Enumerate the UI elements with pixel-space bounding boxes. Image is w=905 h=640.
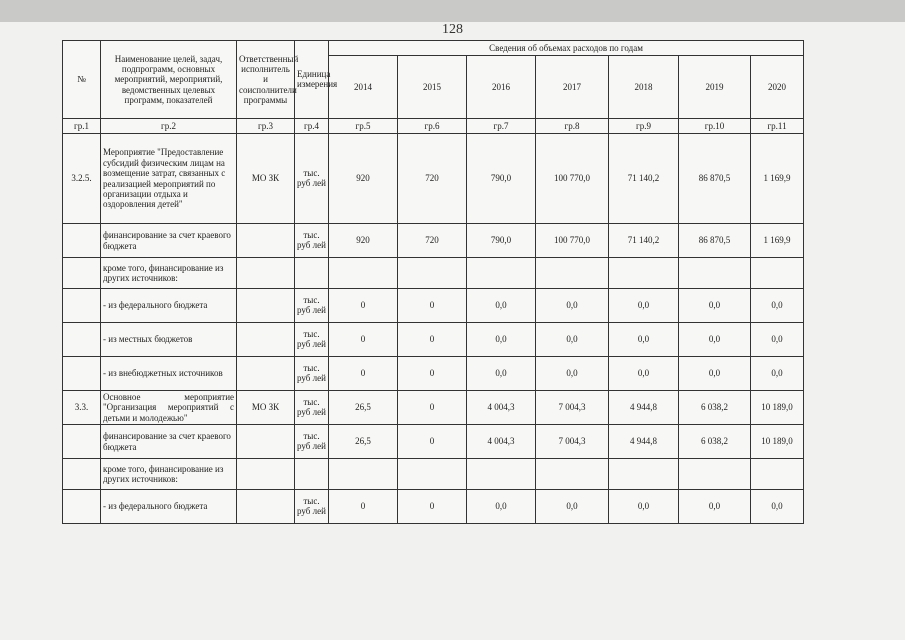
row-responsible	[237, 258, 295, 289]
row-value: 0,0	[609, 323, 679, 357]
row-num	[63, 258, 101, 289]
row-value: 86 870,5	[679, 134, 751, 224]
header-year: 2016	[467, 56, 536, 119]
row-value: 100 770,0	[536, 224, 609, 258]
row-value: 0,0	[536, 289, 609, 323]
header-num: №	[63, 41, 101, 119]
row-value	[329, 459, 398, 490]
row-value: 71 140,2	[609, 134, 679, 224]
row-value: 26,5	[329, 425, 398, 459]
row-responsible	[237, 357, 295, 391]
row-responsible	[237, 459, 295, 490]
row-value	[536, 258, 609, 289]
row-num	[63, 425, 101, 459]
row-value: 0	[398, 289, 467, 323]
row-value: 720	[398, 134, 467, 224]
column-label: гр.6	[398, 119, 467, 134]
row-unit: тыс. руб лей	[295, 425, 329, 459]
row-num: 3.3.	[63, 391, 101, 425]
row-value: 0,0	[467, 289, 536, 323]
column-label: гр.1	[63, 119, 101, 134]
row-unit: тыс. руб лей	[295, 357, 329, 391]
row-value	[467, 459, 536, 490]
table-row	[63, 289, 804, 323]
row-value: 100 770,0	[536, 134, 609, 224]
row-value: 0	[329, 289, 398, 323]
row-name: Основное мероприятие "Организация мероприятий с детьми и молодежью"	[101, 391, 237, 425]
row-unit: тыс. руб лей	[295, 490, 329, 524]
table-row	[63, 490, 804, 524]
row-name: - из федерального бюджета	[101, 289, 237, 323]
row-value: 0,0	[751, 357, 804, 391]
row-value: 0,0	[467, 357, 536, 391]
row-value: 0,0	[609, 289, 679, 323]
row-value: 4 944,8	[609, 391, 679, 425]
row-value: 0,0	[679, 357, 751, 391]
row-unit: тыс. руб лей	[295, 323, 329, 357]
scan-top-margin	[0, 0, 905, 22]
row-value: 0,0	[536, 357, 609, 391]
row-value: 790,0	[467, 134, 536, 224]
row-name: - из федерального бюджета	[101, 490, 237, 524]
header-responsible: Ответственный исполнитель и соисполнители программы	[237, 41, 295, 119]
row-value: 720	[398, 224, 467, 258]
row-value: 4 004,3	[467, 391, 536, 425]
row-responsible	[237, 323, 295, 357]
column-label: гр.4	[295, 119, 329, 134]
row-value: 0,0	[751, 490, 804, 524]
row-responsible	[237, 289, 295, 323]
row-name: - из внебюджетных источников	[101, 357, 237, 391]
table-row	[63, 134, 804, 224]
row-unit	[295, 258, 329, 289]
row-value: 0,0	[609, 490, 679, 524]
row-unit: тыс. руб лей	[295, 391, 329, 425]
row-name: Мероприятие "Предоставление субсидий физическим лицам на возмещение затрат, связанных с реализацией мероприятий по организации отдыха и оздоровления детей"	[101, 134, 237, 224]
column-label: гр.5	[329, 119, 398, 134]
row-value: 0,0	[679, 323, 751, 357]
row-name: кроме того, финансирование из других источников:	[101, 459, 237, 490]
row-value: 0	[329, 323, 398, 357]
row-value: 0,0	[467, 490, 536, 524]
row-name: финансирование за счет краевого бюджета	[101, 425, 237, 459]
row-value: 920	[329, 224, 398, 258]
row-value: 1 169,9	[751, 134, 804, 224]
row-responsible	[237, 224, 295, 258]
row-responsible: МО ЗК	[237, 391, 295, 425]
row-value: 0	[329, 357, 398, 391]
row-name: финансирование за счет краевого бюджета	[101, 224, 237, 258]
table-row	[63, 459, 804, 490]
column-label: гр.2	[101, 119, 237, 134]
row-num: 3.2.5.	[63, 134, 101, 224]
row-value: 0,0	[609, 357, 679, 391]
row-value: 26,5	[329, 391, 398, 425]
table-row	[63, 425, 804, 459]
row-value: 6 038,2	[679, 425, 751, 459]
row-value: 1 169,9	[751, 224, 804, 258]
row-value: 0	[398, 425, 467, 459]
row-value	[467, 258, 536, 289]
row-value	[751, 459, 804, 490]
header-name: Наименование целей, задач, подпрограмм, основных мероприятий, мероприятий, ведомственных целевых программ, показателей	[101, 41, 237, 119]
row-value: 7 004,3	[536, 391, 609, 425]
row-value: 10 189,0	[751, 425, 804, 459]
row-num	[63, 323, 101, 357]
row-unit: тыс. руб лей	[295, 289, 329, 323]
row-value: 0,0	[536, 490, 609, 524]
expenses-table	[62, 40, 804, 524]
row-value	[398, 459, 467, 490]
row-responsible: МО ЗК	[237, 134, 295, 224]
row-value	[751, 258, 804, 289]
header-year: 2018	[609, 56, 679, 119]
row-unit	[295, 459, 329, 490]
row-value: 0	[398, 391, 467, 425]
row-value: 0	[398, 323, 467, 357]
row-value	[398, 258, 467, 289]
row-value: 0,0	[536, 323, 609, 357]
row-responsible	[237, 490, 295, 524]
row-value	[329, 258, 398, 289]
table-row	[63, 357, 804, 391]
row-value: 920	[329, 134, 398, 224]
table-row	[63, 258, 804, 289]
row-value: 4 944,8	[609, 425, 679, 459]
column-label: гр.9	[609, 119, 679, 134]
row-value: 790,0	[467, 224, 536, 258]
row-value: 6 038,2	[679, 391, 751, 425]
page-number: 128	[442, 22, 463, 37]
row-value: 0,0	[751, 289, 804, 323]
row-value: 7 004,3	[536, 425, 609, 459]
column-label: гр.7	[467, 119, 536, 134]
row-value	[536, 459, 609, 490]
row-value	[679, 258, 751, 289]
row-num	[63, 289, 101, 323]
row-value: 0	[329, 490, 398, 524]
row-num	[63, 357, 101, 391]
table-row	[63, 323, 804, 357]
row-value: 0	[398, 490, 467, 524]
column-label: гр.11	[751, 119, 804, 134]
row-value: 0,0	[679, 289, 751, 323]
row-value: 71 140,2	[609, 224, 679, 258]
row-name: - из местных бюджетов	[101, 323, 237, 357]
row-unit: тыс. руб лей	[295, 224, 329, 258]
row-num	[63, 224, 101, 258]
header-year: 2015	[398, 56, 467, 119]
table-row	[63, 224, 804, 258]
header-year: 2019	[679, 56, 751, 119]
row-name: кроме того, финансирование из других источников:	[101, 258, 237, 289]
row-value: 10 189,0	[751, 391, 804, 425]
row-value: 0	[398, 357, 467, 391]
header-unit: Единица измерения	[295, 41, 329, 119]
row-value: 4 004,3	[467, 425, 536, 459]
row-value: 0,0	[751, 323, 804, 357]
row-value: 0,0	[679, 490, 751, 524]
header-year: 2017	[536, 56, 609, 119]
header-year: 2014	[329, 56, 398, 119]
column-label: гр.3	[237, 119, 295, 134]
row-num	[63, 459, 101, 490]
row-value: 0,0	[467, 323, 536, 357]
row-value: 86 870,5	[679, 224, 751, 258]
row-value	[679, 459, 751, 490]
table-row	[63, 391, 804, 425]
row-num	[63, 490, 101, 524]
row-responsible	[237, 425, 295, 459]
header-expenses: Сведения об объемах расходов по годам	[329, 41, 804, 56]
column-label: гр.10	[679, 119, 751, 134]
header-year: 2020	[751, 56, 804, 119]
row-value	[609, 459, 679, 490]
column-label: гр.8	[536, 119, 609, 134]
row-value	[609, 258, 679, 289]
row-unit: тыс. руб лей	[295, 134, 329, 224]
